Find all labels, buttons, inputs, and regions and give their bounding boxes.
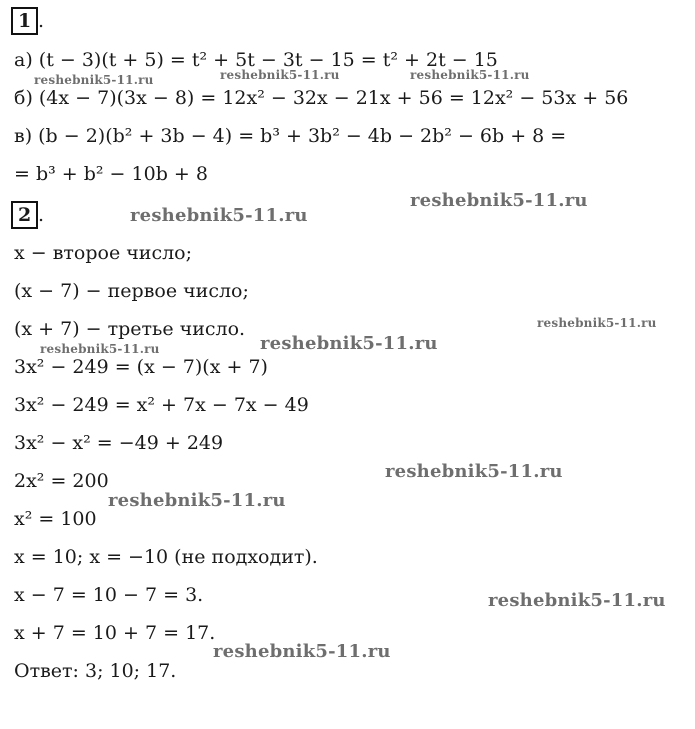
- task-2-line: 3x² − x² = −49 + 249: [14, 432, 224, 454]
- watermark: reshebnik5-11.ru: [260, 333, 438, 354]
- task-2-dot: .: [38, 204, 45, 226]
- task-1c-line-1: в) (b − 2)(b² + 3b − 4) = b³ + 3b² − 4b − 2b² − 6b + 8 =: [14, 125, 567, 147]
- watermark: reshebnik5-11.ru: [410, 190, 588, 211]
- answer-line: Ответ: 3; 10; 17.: [14, 660, 177, 682]
- watermark: reshebnik5-11.ru: [108, 490, 286, 511]
- watermark: reshebnik5-11.ru: [213, 641, 391, 662]
- task-1c-line-2: = b³ + b² − 10b + 8: [14, 163, 208, 185]
- task-2-line: (x + 7) − третье число.: [14, 318, 246, 340]
- watermark: reshebnik5-11.ru: [40, 342, 160, 356]
- task-2-line: x − 7 = 10 − 7 = 3.: [14, 584, 204, 606]
- task-2-line: x² = 100: [14, 508, 97, 530]
- watermark: reshebnik5-11.ru: [488, 590, 666, 611]
- task-2-number: 2: [11, 201, 38, 229]
- watermark: reshebnik5-11.ru: [537, 316, 657, 330]
- task-2-line: 3x² − 249 = (x − 7)(x + 7): [14, 356, 268, 378]
- task-2-line: (x − 7) − первое число;: [14, 280, 249, 302]
- watermark: reshebnik5-11.ru: [34, 73, 154, 87]
- task-1-dot: .: [38, 10, 45, 32]
- task-2-line: x + 7 = 10 + 7 = 17.: [14, 622, 216, 644]
- watermark: reshebnik5-11.ru: [385, 461, 563, 482]
- watermark: reshebnik5-11.ru: [130, 205, 308, 226]
- task-2-line: x = 10; x = −10 (не подходит).: [14, 546, 318, 568]
- task-2-line: 2x² = 200: [14, 470, 109, 492]
- task-2-line: 3x² − 249 = x² + 7x − 7x − 49: [14, 394, 309, 416]
- watermark: reshebnik5-11.ru: [410, 68, 530, 82]
- watermark: reshebnik5-11.ru: [220, 68, 340, 82]
- task-1-number: 1: [11, 7, 38, 35]
- task-2-line: x − второе число;: [14, 242, 193, 264]
- task-1a-line: а) (t − 3)(t + 5) = t² + 5t − 3t − 15 = t² + 2t − 15: [14, 49, 498, 71]
- task-1b-line: б) (4x − 7)(3x − 8) = 12x² − 32x − 21x + 56 = 12x² − 53x + 56: [14, 87, 629, 109]
